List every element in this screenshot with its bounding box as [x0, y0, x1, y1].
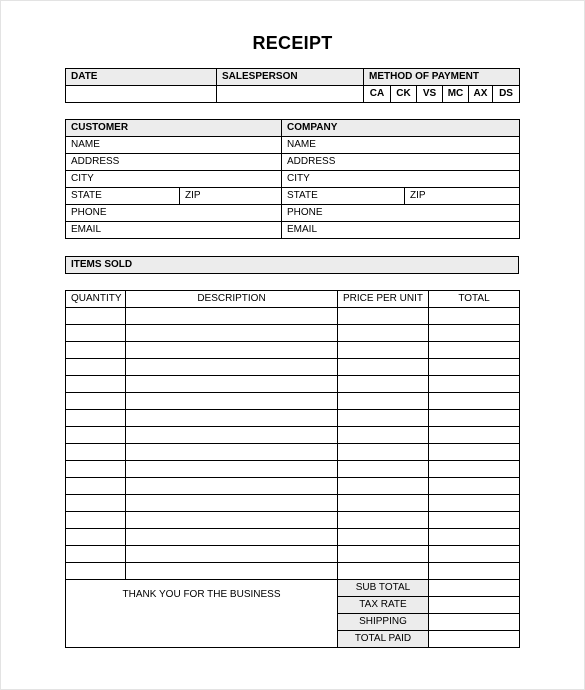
total-cell[interactable] — [429, 427, 520, 444]
total-cell[interactable] — [429, 410, 520, 427]
payment-option-ds[interactable]: DS — [493, 86, 520, 103]
total-cell[interactable] — [429, 325, 520, 342]
payment-option-ca[interactable]: CA — [364, 86, 391, 103]
description-cell[interactable] — [126, 359, 338, 376]
total-paid-label: TOTAL PAID — [338, 631, 429, 648]
total-cell[interactable] — [429, 495, 520, 512]
quantity-cell[interactable] — [66, 461, 126, 478]
description-cell[interactable] — [126, 546, 338, 563]
quantity-cell[interactable] — [66, 495, 126, 512]
method-of-payment-label: METHOD OF PAYMENT — [364, 69, 520, 86]
quantity-cell[interactable] — [66, 563, 126, 580]
payment-option-vs[interactable]: VS — [417, 86, 443, 103]
company-email-field[interactable]: EMAIL — [282, 222, 520, 239]
price-per-unit-cell[interactable] — [338, 308, 429, 325]
sub-total-label: SUB TOTAL — [338, 580, 429, 597]
price-per-unit-cell[interactable] — [338, 410, 429, 427]
quantity-cell[interactable] — [66, 325, 126, 342]
items-sold-bar — [65, 256, 519, 274]
description-cell[interactable] — [126, 529, 338, 546]
price-per-unit-cell[interactable] — [338, 325, 429, 342]
date-field[interactable] — [66, 86, 217, 103]
column-header-quantity: QUANTITY — [66, 291, 126, 308]
item-row — [66, 546, 520, 563]
customer-company-table — [65, 119, 520, 239]
customer-email-field[interactable]: EMAIL — [66, 222, 282, 239]
customer-name-field[interactable]: NAME — [66, 137, 282, 154]
price-per-unit-cell[interactable] — [338, 359, 429, 376]
total-cell[interactable] — [429, 512, 520, 529]
total-cell[interactable] — [429, 461, 520, 478]
description-cell[interactable] — [126, 563, 338, 580]
description-cell[interactable] — [126, 478, 338, 495]
quantity-cell[interactable] — [66, 393, 126, 410]
description-cell[interactable] — [126, 376, 338, 393]
payment-option-ck[interactable]: CK — [391, 86, 417, 103]
customer-zip-field[interactable]: ZIP — [180, 188, 282, 205]
quantity-cell[interactable] — [66, 546, 126, 563]
quantity-cell[interactable] — [66, 342, 126, 359]
company-zip-field[interactable]: ZIP — [405, 188, 520, 205]
description-cell[interactable] — [126, 495, 338, 512]
item-row — [66, 529, 520, 546]
item-row — [66, 427, 520, 444]
sub-total-field[interactable] — [429, 580, 520, 597]
thank-you-message: THANK YOU FOR THE BUSINESS — [66, 580, 338, 648]
description-cell[interactable] — [126, 393, 338, 410]
date-label: DATE — [66, 69, 217, 86]
price-per-unit-cell[interactable] — [338, 342, 429, 359]
items-sold-label: ITEMS SOLD — [66, 257, 519, 274]
company-address-field[interactable]: ADDRESS — [282, 154, 520, 171]
price-per-unit-cell[interactable] — [338, 376, 429, 393]
customer-phone-field[interactable]: PHONE — [66, 205, 282, 222]
description-cell[interactable] — [126, 410, 338, 427]
company-phone-field[interactable]: PHONE — [282, 205, 520, 222]
company-city-field[interactable]: CITY — [282, 171, 520, 188]
salesperson-field[interactable] — [217, 86, 364, 103]
total-cell[interactable] — [429, 444, 520, 461]
company-name-field[interactable]: NAME — [282, 137, 520, 154]
quantity-cell[interactable] — [66, 308, 126, 325]
quantity-cell[interactable] — [66, 427, 126, 444]
price-per-unit-cell[interactable] — [338, 444, 429, 461]
receipt-header-table — [65, 68, 520, 103]
item-row — [66, 393, 520, 410]
item-row — [66, 495, 520, 512]
company-heading: COMPANY — [282, 120, 520, 137]
item-row — [66, 359, 520, 376]
item-row — [66, 512, 520, 529]
customer-address-field[interactable]: ADDRESS — [66, 154, 282, 171]
total-cell[interactable] — [429, 529, 520, 546]
customer-city-field[interactable]: CITY — [66, 171, 282, 188]
quantity-cell[interactable] — [66, 444, 126, 461]
column-header-total: TOTAL — [429, 291, 520, 308]
quantity-cell[interactable] — [66, 478, 126, 495]
total-cell[interactable] — [429, 393, 520, 410]
quantity-cell[interactable] — [66, 410, 126, 427]
total-cell[interactable] — [429, 376, 520, 393]
item-row — [66, 563, 520, 580]
description-cell[interactable] — [126, 461, 338, 478]
total-cell[interactable] — [429, 478, 520, 495]
price-per-unit-cell[interactable] — [338, 546, 429, 563]
item-row — [66, 461, 520, 478]
description-cell[interactable] — [126, 512, 338, 529]
price-per-unit-cell[interactable] — [338, 512, 429, 529]
description-cell[interactable] — [126, 308, 338, 325]
total-cell[interactable] — [429, 342, 520, 359]
item-row — [66, 308, 520, 325]
column-header-price-per-unit: PRICE PER UNIT — [338, 291, 429, 308]
shipping-label: SHIPPING — [338, 614, 429, 631]
payment-option-mc[interactable]: MC — [443, 86, 469, 103]
customer-state-field[interactable]: STATE — [66, 188, 180, 205]
tax-rate-field[interactable] — [429, 597, 520, 614]
item-row — [66, 342, 520, 359]
company-state-field[interactable]: STATE — [282, 188, 405, 205]
quantity-cell[interactable] — [66, 359, 126, 376]
price-per-unit-cell[interactable] — [338, 427, 429, 444]
item-row — [66, 478, 520, 495]
price-per-unit-cell[interactable] — [338, 529, 429, 546]
description-cell[interactable] — [126, 342, 338, 359]
price-per-unit-cell[interactable] — [338, 393, 429, 410]
price-per-unit-cell[interactable] — [338, 563, 429, 580]
description-cell[interactable] — [126, 444, 338, 461]
items-table — [65, 290, 520, 648]
total-paid-field[interactable] — [429, 631, 520, 648]
item-row — [66, 325, 520, 342]
quantity-cell[interactable] — [66, 376, 126, 393]
total-cell[interactable] — [429, 308, 520, 325]
customer-heading: CUSTOMER — [66, 120, 282, 137]
item-row — [66, 444, 520, 461]
tax-rate-label: TAX RATE — [338, 597, 429, 614]
description-cell[interactable] — [126, 325, 338, 342]
page-title: RECEIPT — [252, 33, 333, 53]
payment-option-ax[interactable]: AX — [469, 86, 493, 103]
salesperson-label: SALESPERSON — [217, 69, 364, 86]
total-cell[interactable] — [429, 359, 520, 376]
quantity-cell[interactable] — [66, 512, 126, 529]
total-cell[interactable] — [429, 546, 520, 563]
column-header-description: DESCRIPTION — [126, 291, 338, 308]
description-cell[interactable] — [126, 427, 338, 444]
total-cell[interactable] — [429, 563, 520, 580]
item-row — [66, 376, 520, 393]
quantity-cell[interactable] — [66, 529, 126, 546]
price-per-unit-cell[interactable] — [338, 495, 429, 512]
price-per-unit-cell[interactable] — [338, 461, 429, 478]
price-per-unit-cell[interactable] — [338, 478, 429, 495]
item-row — [66, 410, 520, 427]
shipping-field[interactable] — [429, 614, 520, 631]
